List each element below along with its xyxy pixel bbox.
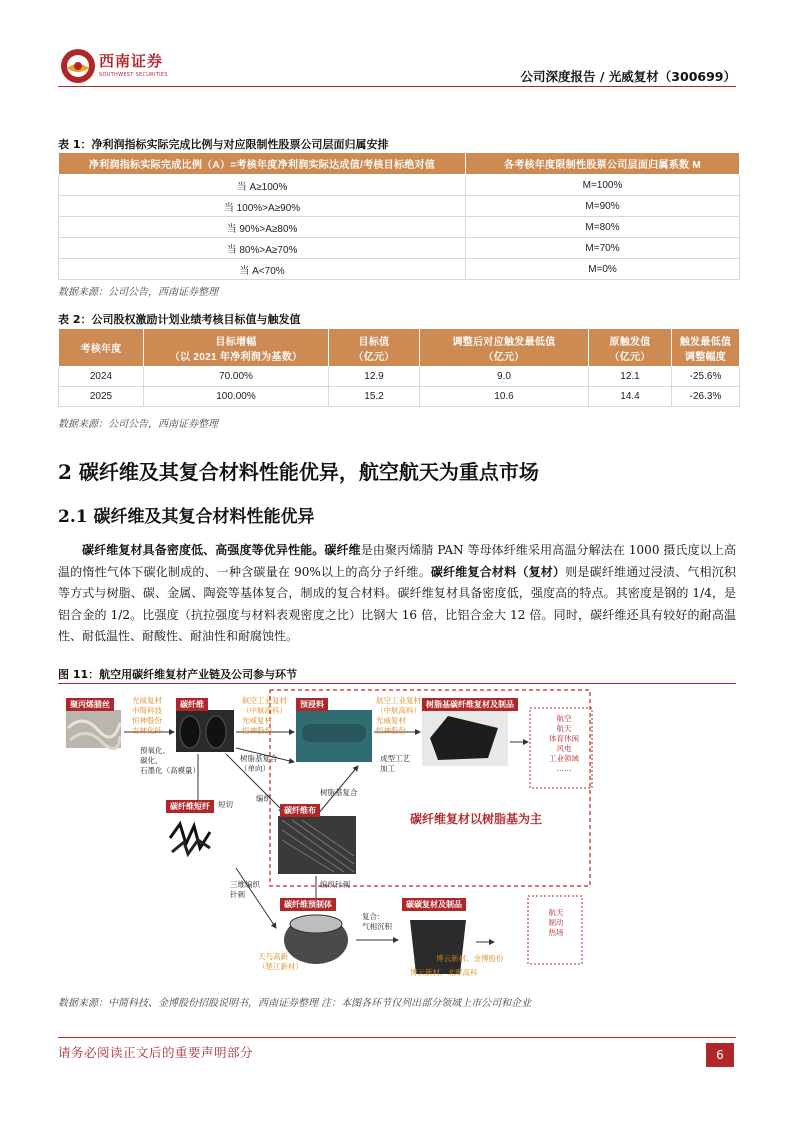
node-short-label: 碳纤维短纤 bbox=[166, 800, 214, 813]
node-prepreg-label: 预浸料 bbox=[296, 698, 328, 711]
process-cf: 预氧化、 碳化、 石墨化（高模量） bbox=[140, 746, 200, 775]
figure-source: 数据来源：中简科技、金博股份招股说明书，西南证券整理 注：本图各环节仅列出部分领域上市公司和企业 bbox=[58, 998, 532, 1009]
table-row bbox=[59, 367, 740, 387]
companies-cf: 光威复材 中简科技 恒神股份 吉林化纤 bbox=[132, 696, 162, 735]
table-cell: 12.9 bbox=[329, 367, 420, 387]
table2-title: 表 2：公司股权激励计划业绩考核目标值与触发值 bbox=[58, 313, 301, 326]
table2-header: 触发最低值 调整幅度 bbox=[672, 329, 740, 367]
term-cfrp: 碳纤维复合材料（复材） bbox=[430, 564, 566, 579]
table1-header: 净利润指标实际完成比例（A）=考核年度净利润实际达成值/考核目标绝对值 bbox=[59, 153, 466, 175]
molding-label: 成型工艺 加工 bbox=[380, 754, 410, 773]
subsection-heading: 2.1 碳纤维及其复合材料性能优异 bbox=[58, 507, 315, 527]
table2-header: 目标增幅 （以 2021 年净利润为基数） bbox=[144, 329, 329, 367]
header-divider bbox=[58, 86, 736, 87]
table-cell: -26.3% bbox=[672, 387, 740, 407]
brand-logo bbox=[58, 46, 98, 86]
table2 bbox=[58, 328, 740, 407]
footer-notice: 请务必阅读正文后的重要声明部分 bbox=[58, 1045, 254, 1060]
resin-unidirectional: 树脂基复合 （单向） bbox=[240, 754, 278, 773]
table-cell: 2025 bbox=[59, 387, 144, 407]
node-pan-label: 聚丙烯腈丝 bbox=[66, 698, 114, 711]
apps-list-1: 航空 航天 体育休闲 风电 工业领域 …… bbox=[549, 714, 579, 773]
table-cell: 2024 bbox=[59, 367, 144, 387]
node-cf-label: 碳纤维 bbox=[176, 698, 208, 711]
table1-title: 表 1：净利润指标实际完成比例与对应限制性股票公司层面归属安排 bbox=[58, 138, 389, 151]
apps-list-2: 航天 制动 热场 bbox=[548, 908, 564, 937]
node-cc-label: 碳碳复材及制品 bbox=[402, 898, 466, 911]
table-row bbox=[59, 259, 740, 280]
table2-header: 原触发值 （亿元） bbox=[589, 329, 672, 367]
table-cell: 14.4 bbox=[589, 387, 672, 407]
paragraph-text: 是由聚丙烯腈 PAN 等母体纤维采用高温分解法在 1000 摄氏度以上高温的惰性气体下碳化制成的、一种含碳量在 90%以上的高分子纤维。 bbox=[58, 543, 736, 579]
table-row bbox=[59, 217, 740, 238]
table2-header: 考核年度 bbox=[59, 329, 144, 367]
table-cell: M=80% bbox=[466, 217, 740, 238]
table-cell: M=100% bbox=[466, 175, 740, 196]
table-cell: 当 100%>A≥90% bbox=[59, 196, 466, 217]
table-cell: -25.6% bbox=[672, 367, 740, 387]
short-fiber-image bbox=[166, 812, 216, 864]
bosai-label: 博云新材、金博股份 bbox=[436, 954, 504, 963]
table-cell: 当 A≥100% bbox=[59, 175, 466, 196]
dashed-box-note: 碳纤维复材以树脂基为主 bbox=[410, 812, 543, 826]
table-cell: 12.1 bbox=[589, 367, 672, 387]
brand-name: 西南证券 bbox=[99, 52, 164, 70]
resin-base-label: 树脂基复合 bbox=[320, 788, 358, 797]
node-cloth-label: 碳纤维布 bbox=[280, 804, 320, 817]
table-cell: M=0% bbox=[466, 259, 740, 280]
figure-divider bbox=[58, 683, 736, 684]
table-row bbox=[59, 196, 740, 217]
table-cell: 10.6 bbox=[420, 387, 589, 407]
tianniao-label: 天鸟高新 （楚江新材） bbox=[258, 952, 303, 971]
table2-header: 调整后对应触发最低值 （亿元） bbox=[420, 329, 589, 367]
needle-label: 编织针刺 bbox=[320, 880, 350, 889]
braid3d-label: 三维编织 针刺 bbox=[230, 880, 260, 899]
brand-name-en: SOUTHWEST SECURITIES bbox=[99, 72, 168, 78]
table2-header: 目标值 （亿元） bbox=[329, 329, 420, 367]
table-cell: 15.2 bbox=[329, 387, 420, 407]
cut-label: 短切 bbox=[218, 800, 233, 809]
lead-sentence: 碳纤维复材具备密度低、高强度等优异性能。 bbox=[82, 543, 325, 557]
paragraph-text: 则是碳纤维通过浸渍、气相沉积等方式与树脂、碳、金属、陶瓷等基体复合，制成的复合材料。碳纤维复材具备密度低，强度高的特点。其密度是钢的 1/4，是铝合金的 1/2。比强度（抗拉强度与材料表观密度之比）比钢大 16 倍，比铝合金大 12 倍。同时，碳纤维还具有较好的耐高温性、耐低温性、耐酸性、耐油性和耐腐蚀性。 bbox=[58, 564, 736, 643]
table1 bbox=[58, 152, 740, 280]
table1-header: 各考核年度限制性股票公司层面归属系数 M bbox=[466, 153, 740, 175]
cc-companies-label: 博云新材、北摩高科 bbox=[410, 968, 478, 977]
page-number: 6 bbox=[706, 1043, 734, 1067]
table-row bbox=[59, 387, 740, 407]
table-cell: 当 80%>A≥70% bbox=[59, 238, 466, 259]
table-cell: M=90% bbox=[466, 196, 740, 217]
companies-prepreg: 航空工业复材 （中航高科） 光威复材 恒神股份 bbox=[242, 696, 287, 735]
footer-divider bbox=[58, 1037, 736, 1038]
composite-process-label: 复合： 气相沉积 bbox=[362, 912, 392, 931]
node-resin-cf-label: 树脂基碳纤维复材及制品 bbox=[422, 698, 518, 711]
table-cell: 100.00% bbox=[144, 387, 329, 407]
node-preform-label: 碳纤维预制体 bbox=[280, 898, 336, 911]
table-cell: 9.0 bbox=[420, 367, 589, 387]
table-row bbox=[59, 238, 740, 259]
table-cell: 当 A<70% bbox=[59, 259, 466, 280]
table-cell: M=70% bbox=[466, 238, 740, 259]
pan-fiber-image bbox=[66, 710, 121, 748]
figure-title: 图 11：航空用碳纤维复材产业链及公司参与环节 bbox=[58, 668, 298, 681]
section-heading: 2 碳纤维及其复合材料性能优异，航空航天为重点市场 bbox=[58, 460, 539, 484]
table-cell: 当 90%>A≥80% bbox=[59, 217, 466, 238]
term-carbon-fiber: 碳纤维 bbox=[324, 543, 361, 557]
table-cell: 70.00% bbox=[144, 367, 329, 387]
industry-chain-diagram bbox=[58, 688, 740, 986]
report-title: 公司深度报告 / 光威复材（300699） bbox=[520, 69, 736, 84]
body-paragraph bbox=[58, 540, 736, 648]
table1-source: 数据来源：公司公告，西南证券整理 bbox=[58, 287, 218, 298]
companies-composite: 航空工业复材 （中航高科） 光威复材 恒神股份 bbox=[376, 696, 421, 735]
weave-label: 编织 bbox=[256, 794, 271, 803]
table2-source: 数据来源：公司公告，西南证券整理 bbox=[58, 419, 218, 430]
table-row bbox=[59, 175, 740, 196]
